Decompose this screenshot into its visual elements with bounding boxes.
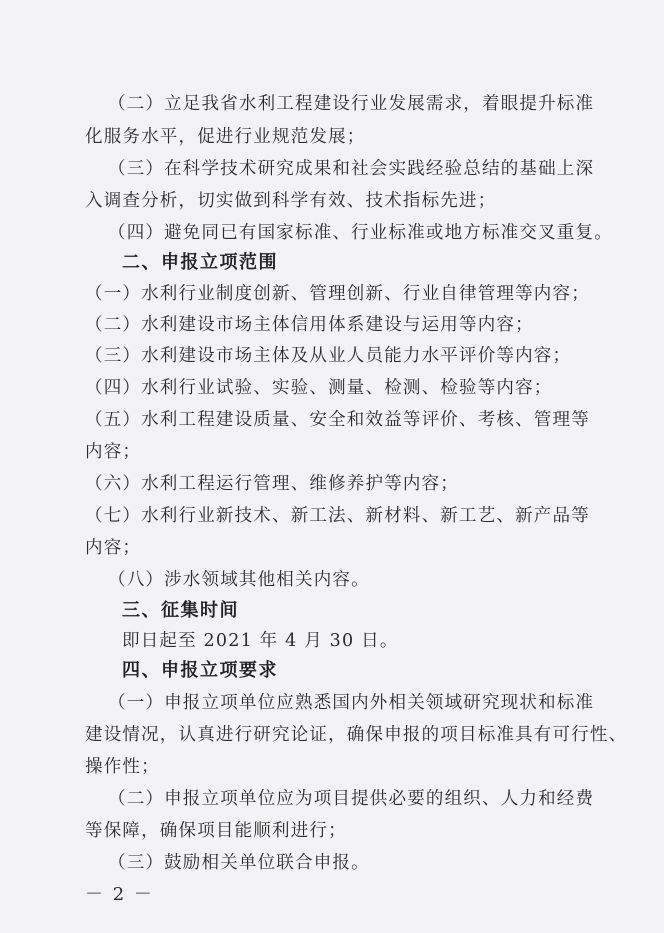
text-line: （二）立足我省水利工程建设行业发展需求，着眼提升标准	[108, 94, 595, 114]
text-line: （七）水利行业新技术、新工法、新材料、新工艺、新产品等	[85, 506, 590, 526]
text-line: 建设情况，认真进行研究论证，确保申报的项目标准具有可行性、	[85, 725, 628, 745]
section-heading: 二、申报立项范围	[122, 252, 278, 273]
page-number: － 2 －	[85, 884, 154, 905]
text-line: 入调查分析，切实做到科学有效、技术指标先进；	[85, 191, 497, 211]
text-line: （八）涉水领域其他相关内容。	[108, 570, 370, 590]
text-line: （五）水利工程建设质量、安全和效益等评价、考核、管理等	[85, 410, 590, 430]
section-heading: 四、申报立项要求	[122, 660, 278, 681]
text-line: （二）水利建设市场主体信用体系建设与运用等内容；	[85, 315, 534, 335]
text-line: 化服务水平，促进行业规范发展；	[85, 127, 366, 147]
text-line: （一）水利行业制度创新、管理创新、行业自律管理等内容；	[85, 284, 590, 304]
text-line: 内容；	[85, 538, 142, 558]
text-line: 内容；	[85, 442, 142, 462]
text-line: 等保障，确保项目能顺利进行；	[85, 821, 347, 841]
text-line: （三）在科学技术研究成果和社会实践经验总结的基础上深	[108, 159, 595, 179]
text-line: （四）水利行业试验、实验、测量、检测、检验等内容；	[85, 378, 553, 398]
text-line: （一）申报立项单位应熟悉国内外相关领域研究现状和标准	[108, 693, 595, 713]
section-heading: 三、征集时间	[122, 600, 239, 621]
text-line: （三）鼓励相关单位联合申报。	[108, 853, 370, 873]
text-line: 即日起至 2021 年 4 月 30 日。	[122, 631, 399, 651]
text-line: （六）水利工程运行管理、维修养护等内容；	[85, 474, 459, 494]
text-line: （四）避免同已有国家标准、行业标准或地方标准交叉重复。	[108, 223, 613, 243]
text-line: （三）水利建设市场主体及从业人员能力水平评价等内容；	[85, 346, 572, 366]
text-line: （二）申报立项单位应为项目提供必要的组织、人力和经费	[108, 789, 595, 809]
text-line: 操作性；	[85, 757, 160, 777]
